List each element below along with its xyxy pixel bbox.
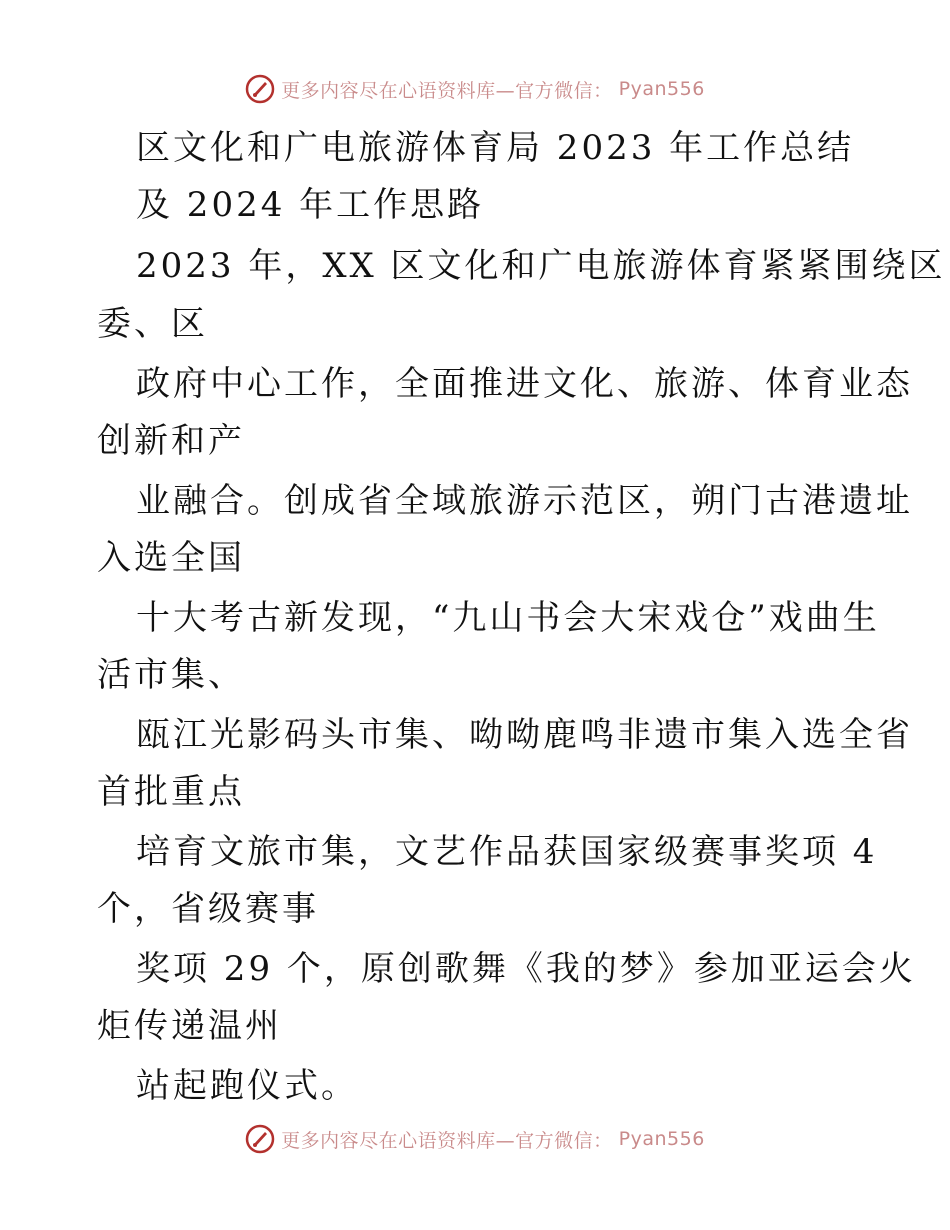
paragraph-line: 十大考古新发现，“九山书会大宋戏仓”戏曲生 — [136, 598, 880, 638]
paragraph-line: 政府中心工作，全面推进文化、旅游、体育业态 — [136, 364, 913, 404]
paragraph-line: 个，省级赛事 — [97, 889, 319, 929]
title-line-2: 及 2024 年工作思路 — [136, 185, 485, 225]
paragraph-line: 培育文旅市集，文艺作品获国家级赛事奖项 4 — [136, 832, 878, 872]
paragraph-line: 入选全国 — [97, 538, 245, 578]
paragraph-line: 炬传递温州 — [97, 1006, 282, 1046]
paragraph-line: 活市集、 — [97, 655, 245, 695]
paragraph-line: 站起跑仪式。 — [136, 1066, 358, 1106]
header-watermark — [0, 74, 950, 104]
logo-icon — [245, 74, 275, 104]
watermark-id: Pyan556 — [618, 1128, 705, 1150]
title-line-1: 区文化和广电旅游体育局 2023 年工作总结 — [136, 128, 855, 168]
paragraph-line: 首批重点 — [97, 772, 245, 812]
watermark-text: 更多内容尽在心语资料库—官方微信： — [281, 1129, 613, 1152]
paragraph-line: 创新和产 — [97, 421, 245, 461]
watermark-text: 更多内容尽在心语资料库—官方微信： — [281, 79, 613, 102]
paragraph-line: 2023 年，XX 区文化和广电旅游体育紧紧围绕区 — [136, 246, 946, 286]
paragraph-line: 奖项 29 个，原创歌舞《我的梦》参加亚运会火 — [136, 949, 916, 989]
paragraph-line: 委、区 — [97, 304, 208, 344]
watermark-id: Pyan556 — [618, 78, 705, 100]
footer-watermark — [0, 1124, 950, 1154]
logo-icon — [245, 1124, 275, 1154]
paragraph-line: 瓯江光影码头市集、呦呦鹿鸣非遗市集入选全省 — [136, 715, 913, 755]
paragraph-line: 业融合。创成省全域旅游示范区，朔门古港遗址 — [136, 481, 913, 521]
